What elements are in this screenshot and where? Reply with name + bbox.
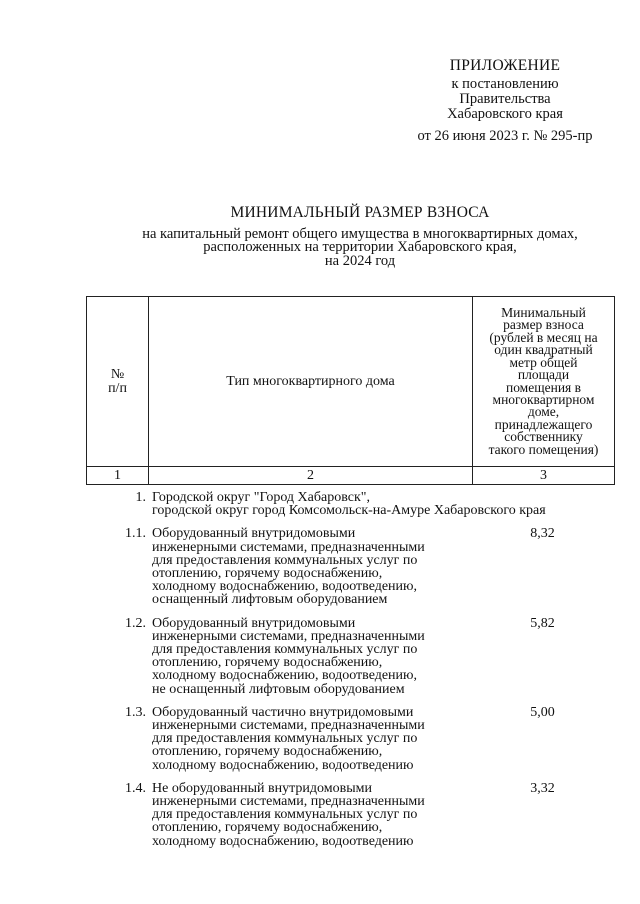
table-row bbox=[86, 782, 615, 848]
table-row bbox=[86, 706, 615, 772]
document-subtitle-line: на 2024 год bbox=[324, 252, 396, 269]
row-fee-value: 8,32 bbox=[530, 526, 555, 542]
header-number-label: п/п bbox=[108, 380, 127, 396]
row-description-line: Оборудованный частично внутридомовыми bbox=[152, 704, 414, 720]
row-description-line: городской округ город Комсомольск-на-Амуре Хабаровского края bbox=[152, 503, 546, 519]
row-fee-value: 3,32 bbox=[530, 780, 555, 796]
row-description bbox=[152, 782, 470, 848]
appendix-date: от 26 июня 2023 г. № 295-пр bbox=[417, 128, 593, 144]
row-description-line: инженерными системами, предназначенными bbox=[152, 794, 425, 810]
row-description-line: не оснащенный лифтовым оборудованием bbox=[152, 681, 405, 697]
header-fee-label-line: такого помещения) bbox=[488, 441, 599, 457]
header-type-cell bbox=[149, 297, 473, 466]
row-number: 1.1. bbox=[125, 526, 146, 542]
appendix-line: Хабаровского края bbox=[447, 106, 563, 122]
row-description-line: Оборудованный внутридомовыми bbox=[152, 526, 356, 542]
document-subtitle-line: на капитальный ремонт общего имущества в многоквартирных домах, bbox=[142, 225, 578, 242]
header-fee-label-line: доме, bbox=[527, 404, 560, 420]
header-fee-label-line: метр общей bbox=[509, 354, 578, 370]
table-row bbox=[86, 527, 615, 606]
document-title: МИНИМАЛЬНЫЙ РАЗМЕР ВЗНОСА bbox=[230, 204, 490, 221]
row-description-line: для предоставления коммунальных услуг по bbox=[152, 552, 418, 568]
row-description-line: холодному водоснабжению, водоотведению bbox=[152, 833, 414, 849]
row-fee-value: 5,82 bbox=[530, 615, 555, 631]
row-description bbox=[152, 617, 470, 696]
column-number: 3 bbox=[540, 468, 547, 483]
fee-table bbox=[86, 296, 615, 848]
row-description bbox=[152, 527, 470, 606]
row-number: 1.2. bbox=[125, 615, 146, 631]
table-body bbox=[86, 491, 615, 848]
row-description-line: Оборудованный внутридомовыми bbox=[152, 615, 356, 631]
appendix-title: ПРИЛОЖЕНИЕ bbox=[449, 57, 561, 74]
row-number: 1. bbox=[135, 490, 146, 505]
header-number-cell bbox=[87, 297, 149, 466]
header-fee-label-line: многоквартирном bbox=[492, 391, 595, 407]
row-description-line: инженерными системами, предназначенными bbox=[152, 539, 425, 555]
header-fee-label-line: площади bbox=[517, 367, 570, 383]
table-header-row bbox=[86, 296, 615, 466]
appendix-line: к постановлению bbox=[451, 76, 559, 92]
header-fee-label-line: размер взноса bbox=[503, 317, 584, 333]
row-description-line: для предоставления коммунальных услуг по bbox=[152, 642, 418, 658]
column-number: 2 bbox=[149, 467, 473, 484]
row-description-line: отоплению, горячему водоснабжению, bbox=[152, 566, 383, 582]
header-fee-cell bbox=[473, 297, 614, 466]
row-fee-value: 5,00 bbox=[530, 704, 555, 720]
row-description-line: холодному водоснабжению, водоотведению, bbox=[152, 668, 418, 684]
row-description-line: холодному водоснабжению, водоотведению, bbox=[152, 579, 418, 595]
header-fee-label-line: принадлежащего bbox=[494, 416, 593, 432]
table-group-row bbox=[86, 491, 615, 517]
row-description-line: инженерными системами, предназначенными bbox=[152, 628, 425, 644]
header-fee-label-line: (рублей в месяц на bbox=[489, 329, 598, 345]
row-description-line: для предоставления коммунальных услуг по bbox=[152, 731, 418, 747]
header-fee-label-line: один квадратный bbox=[494, 342, 593, 358]
row-description-line: отоплению, горячему водоснабжению, bbox=[152, 655, 383, 671]
column-number: 1 bbox=[87, 467, 149, 484]
document-subtitle-line: расположенных на территории Хабаровского края, bbox=[203, 239, 517, 255]
header-fee-label-line: Минимальный bbox=[501, 305, 586, 321]
row-description-line: отоплению, горячему водоснабжению, bbox=[152, 820, 383, 836]
appendix-block bbox=[400, 58, 610, 144]
row-description-line: Городской округ "Город Хабаровск", bbox=[152, 490, 370, 505]
header-fee-label-line: собственнику bbox=[504, 429, 583, 445]
row-description-line: оснащенный лифтовым оборудованием bbox=[152, 592, 388, 608]
row-description-line: отоплению, горячему водоснабжению, bbox=[152, 744, 383, 760]
row-description-line: Не оборудованный внутридомовыми bbox=[152, 780, 372, 796]
document-title-block bbox=[80, 206, 640, 268]
row-description bbox=[152, 491, 612, 517]
row-description-line: холодному водоснабжению, водоотведению bbox=[152, 757, 414, 773]
row-description-line: для предоставления коммунальных услуг по bbox=[152, 807, 418, 823]
row-number: 1.3. bbox=[125, 704, 146, 720]
row-description bbox=[152, 706, 470, 772]
row-number: 1.4. bbox=[125, 780, 146, 796]
header-number-label: № bbox=[110, 366, 125, 382]
table-row bbox=[86, 617, 615, 696]
table-column-numbers-row bbox=[86, 466, 615, 485]
row-description-line: инженерными системами, предназначенными bbox=[152, 718, 425, 734]
appendix-line: Правительства bbox=[459, 91, 551, 107]
header-type-label: Тип многоквартирного дома bbox=[226, 373, 395, 389]
header-fee-label-line: помещения в bbox=[505, 379, 582, 395]
